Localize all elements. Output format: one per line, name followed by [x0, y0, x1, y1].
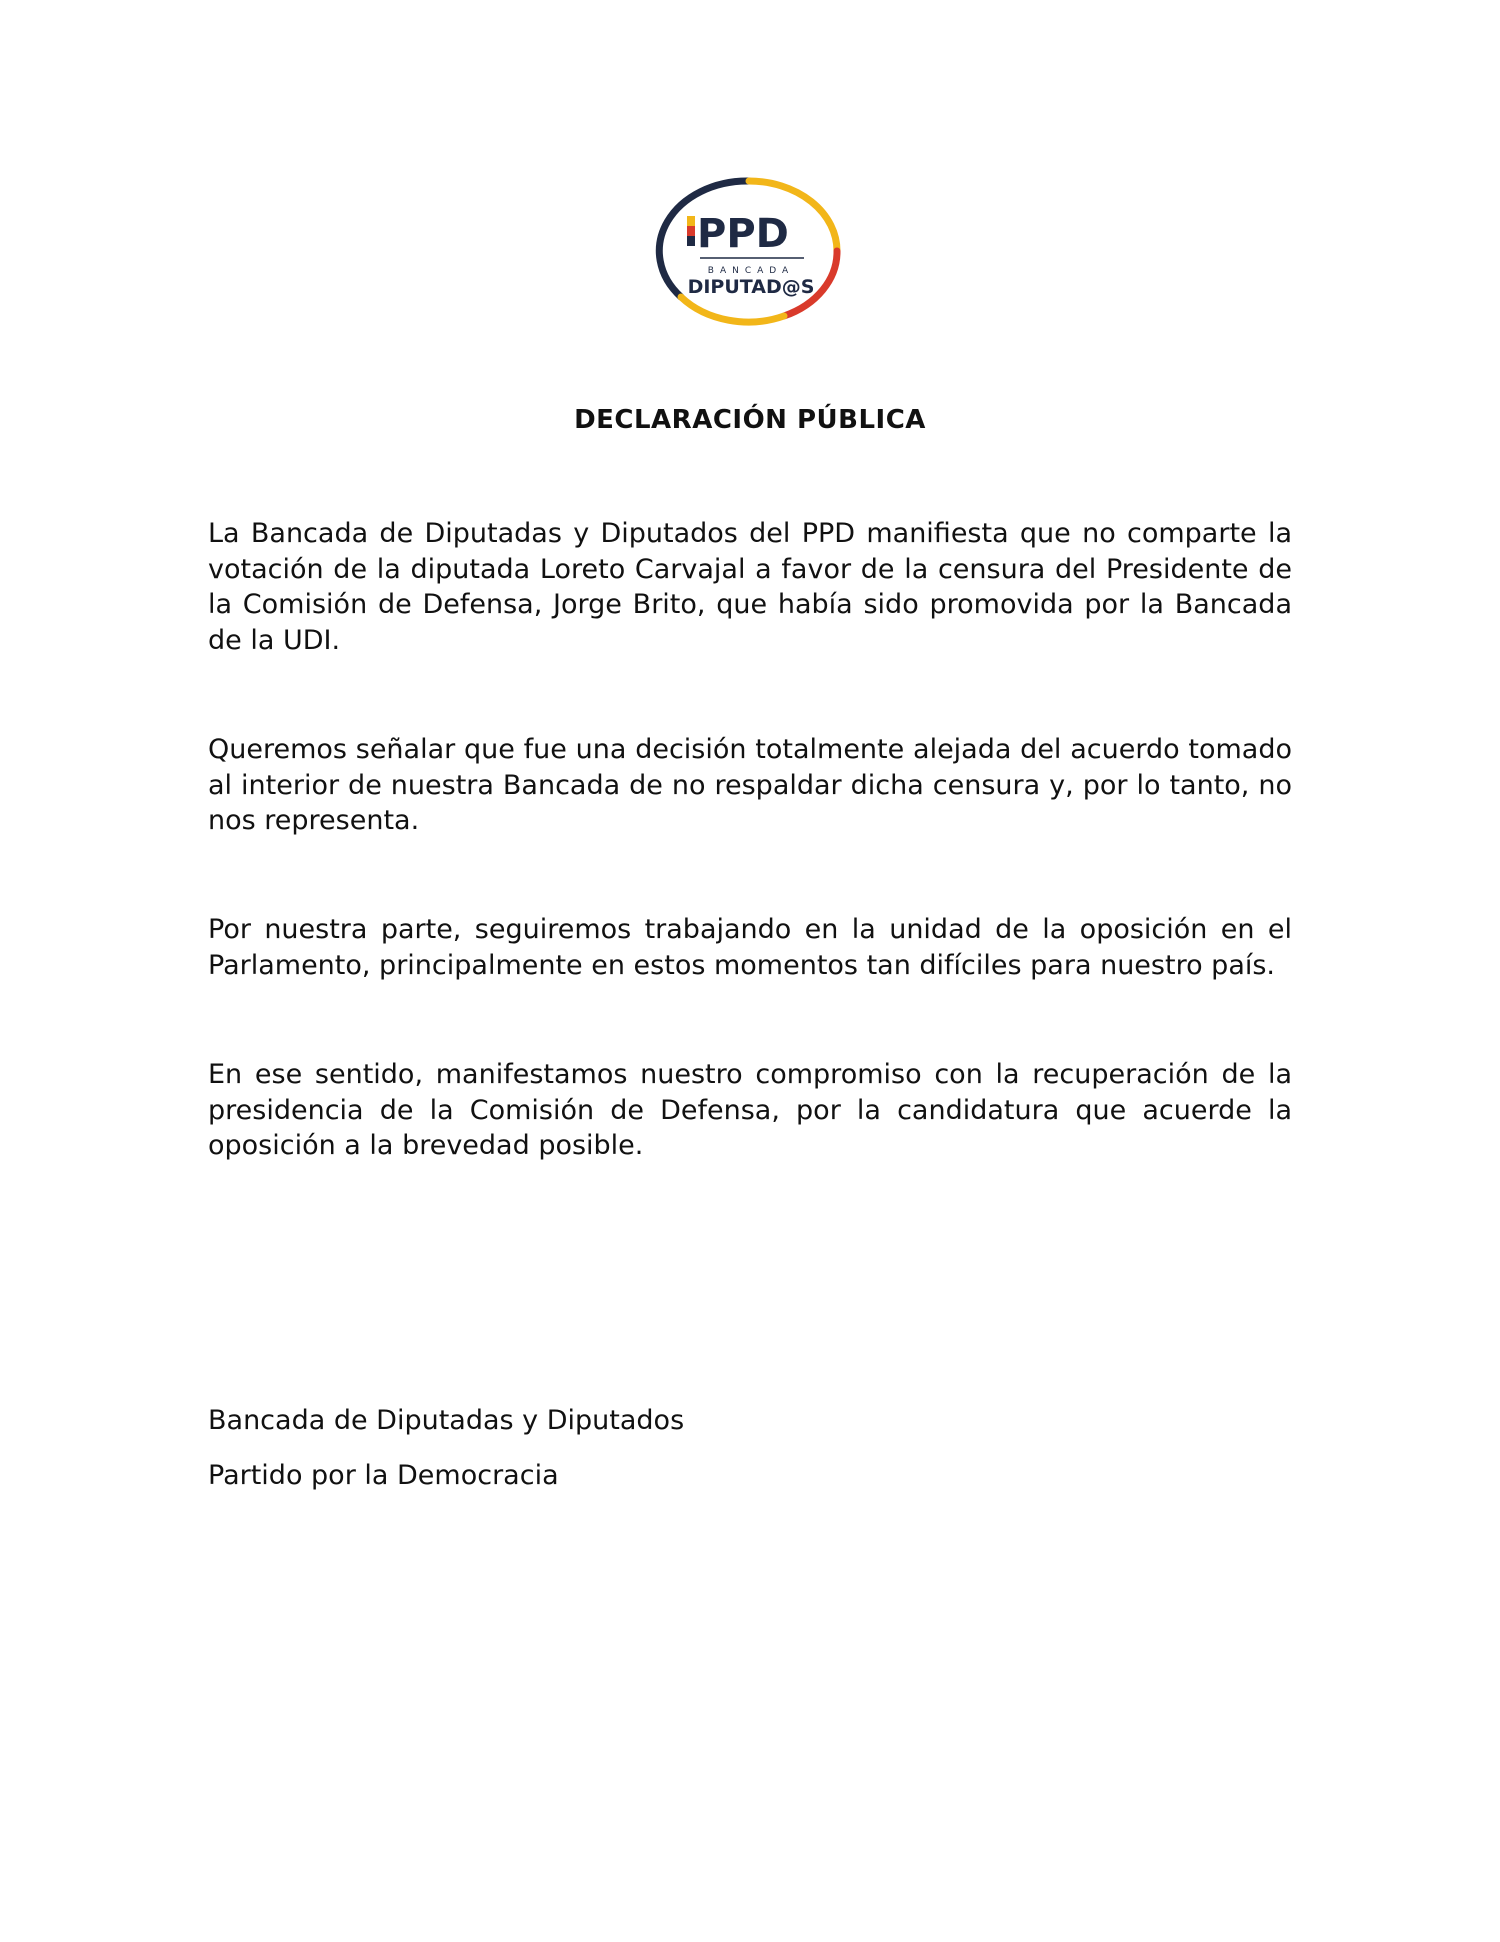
paragraph-3: Por nuestra parte, seguiremos trabajando en la unidad de la oposición en el Parlamento, principalmente en estos momentos tan difíciles para nuestro país. — [208, 914, 1292, 981]
logo-emblem — [654, 175, 844, 327]
logo-ring-yellow-lower — [681, 297, 784, 322]
paragraph-4: En ese sentido, manifestamos nuestro compromiso con la recuperación de la presidencia de la Comisión de Defensa, por la candidatura que acuerde la oposición a la brevedad posible. — [208, 1059, 1292, 1161]
signature-line-1: Bancada de Diputadas y Diputados — [208, 1405, 685, 1436]
logo-party-text: PPD — [697, 211, 789, 257]
logo-flag-navy — [687, 236, 695, 246]
page-title: DECLARACIÓN PÚBLICA — [574, 405, 926, 435]
paragraph-1: La Bancada de Diputadas y Diputados del PPD manifiesta que no comparte la votación de la diputada Loreto Carvajal a favor de la censura del Presidente de la Comisión de Defensa, Jorge Brito, que había sido promovida por la Bancada de la UDI. — [208, 518, 1292, 656]
logo-flag-yellow — [687, 216, 695, 226]
logo-diputados-text: DIPUTAD@S — [687, 276, 815, 298]
logo-flag-red — [687, 226, 695, 236]
ppd-bancada-logo — [654, 175, 844, 327]
paragraph-2: Queremos señalar que fue una decisión totalmente alejada del acuerdo tomado al interior de nuestra Bancada de no respaldar dicha censura y, por lo tanto, no nos representa. — [208, 734, 1292, 836]
logo-bancada-text: BANCADA — [707, 266, 795, 276]
signature-line-2: Partido por la Democracia — [208, 1460, 559, 1491]
